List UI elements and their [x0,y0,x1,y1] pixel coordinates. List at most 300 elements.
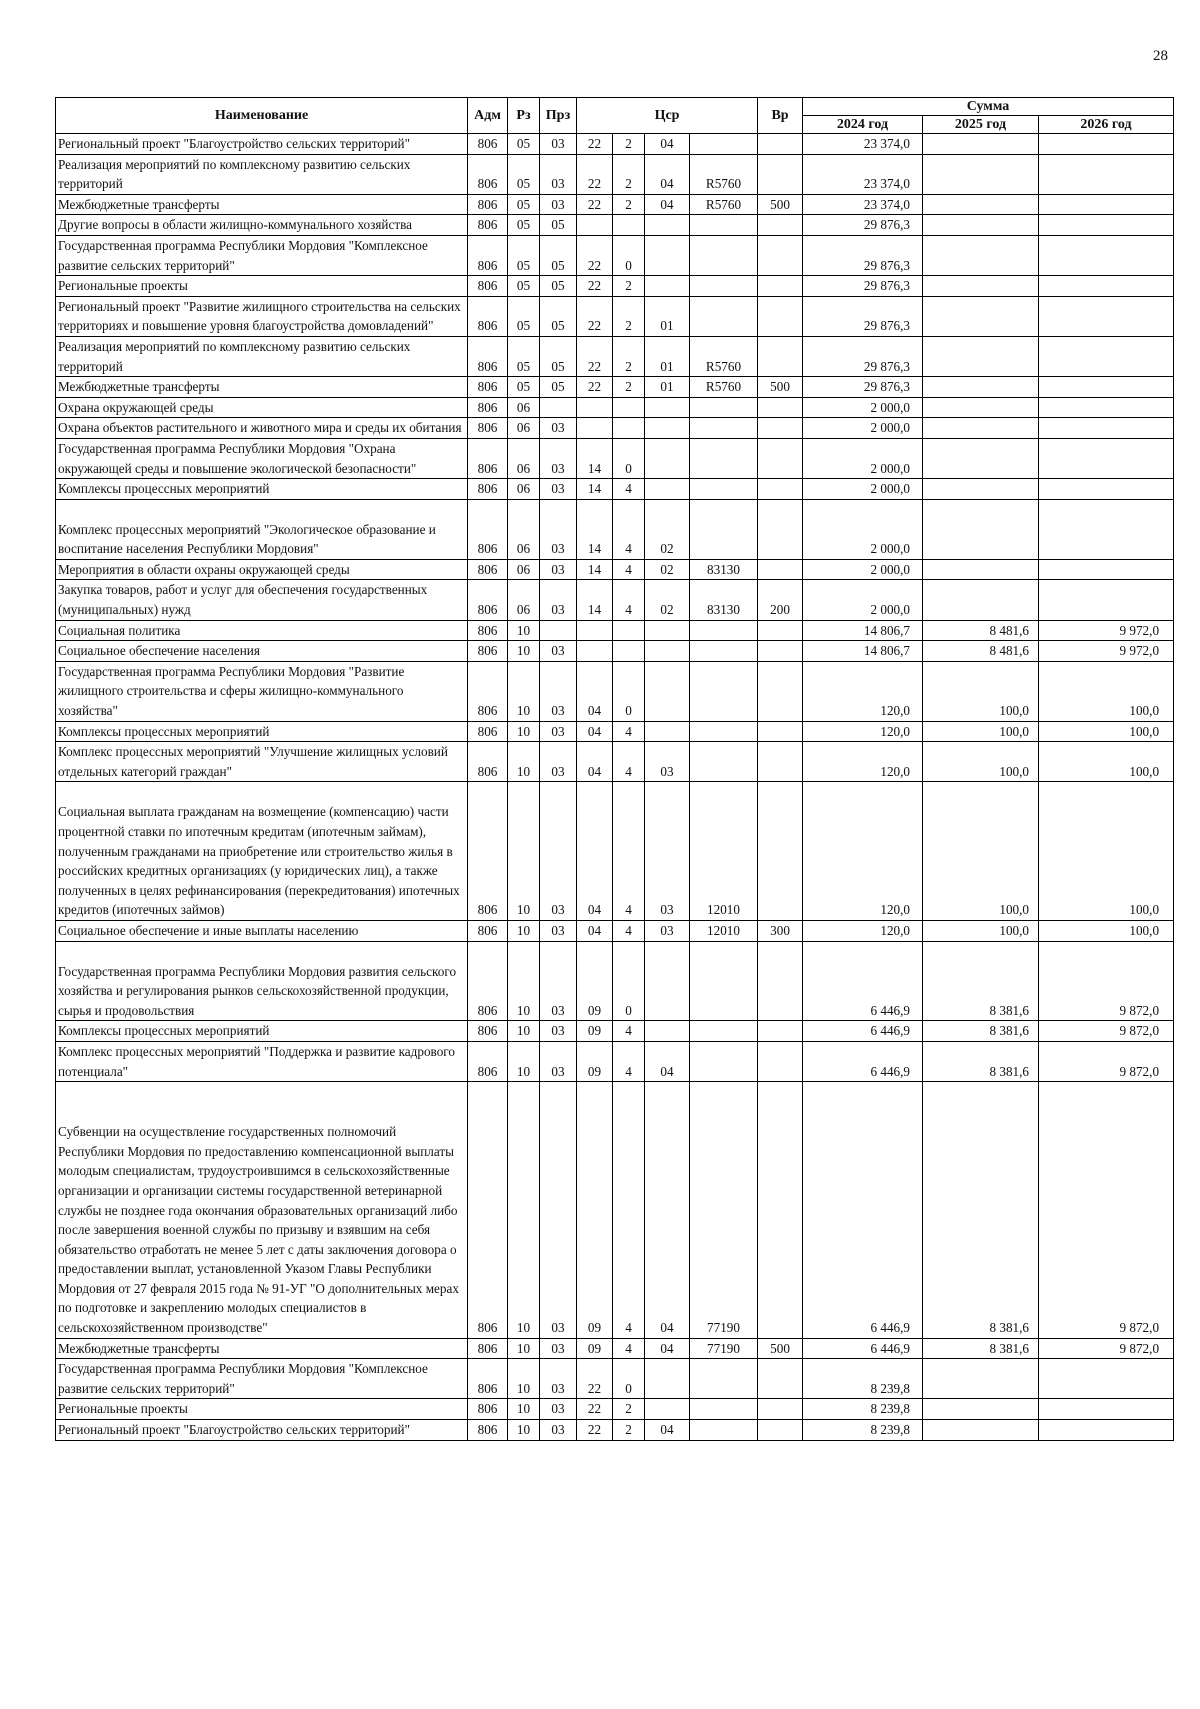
cell-csr-type: 2 [613,134,645,155]
cell-vr: 500 [758,377,803,398]
cell-rz: 10 [508,941,540,1021]
cell-vr [758,620,803,641]
cell-amount-2024: 29 876,3 [803,276,923,297]
cell-vr [758,559,803,580]
cell-adm: 806 [468,336,508,376]
cell-amount-2026 [1039,296,1174,336]
cell-amount-2026 [1039,154,1174,194]
cell-amount-2025 [923,134,1039,155]
cell-name: Государственная программа Республики Мордовия развития сельского хозяйства и регулирования рынков сельскохозяйственной продукции, сырья и продовольствия [56,941,468,1021]
cell-name: Охрана окружающей среды [56,397,468,418]
cell-csr-element: 02 [645,559,690,580]
cell-csr-program [577,641,613,662]
cell-csr-direction [690,438,758,478]
cell-rz: 05 [508,194,540,215]
cell-amount-2026 [1039,336,1174,376]
cell-csr-direction: 83130 [690,559,758,580]
cell-adm: 806 [468,134,508,155]
cell-vr [758,1359,803,1399]
cell-adm: 806 [468,194,508,215]
cell-csr-type: 4 [613,920,645,941]
cell-csr-type: 2 [613,377,645,398]
cell-csr-type: 4 [613,742,645,782]
cell-csr-element [645,438,690,478]
cell-rz: 05 [508,296,540,336]
cell-rz: 05 [508,235,540,275]
table-row [56,134,1174,155]
cell-vr [758,1420,803,1441]
cell-amount-2024: 8 239,8 [803,1420,923,1441]
cell-csr-element: 02 [645,499,690,559]
cell-csr-element: 03 [645,920,690,941]
cell-csr-program: 09 [577,1338,613,1359]
cell-adm: 806 [468,296,508,336]
cell-amount-2024: 29 876,3 [803,336,923,376]
cell-csr-program: 14 [577,559,613,580]
cell-csr-program: 04 [577,782,613,921]
cell-csr-type: 2 [613,1420,645,1441]
cell-amount-2024: 29 876,3 [803,296,923,336]
cell-name: Комплексы процессных мероприятий [56,479,468,500]
cell-adm: 806 [468,782,508,921]
cell-prz: 05 [540,235,577,275]
cell-adm: 806 [468,941,508,1021]
cell-csr-element [645,235,690,275]
cell-amount-2024: 6 446,9 [803,1082,923,1339]
cell-rz: 10 [508,1420,540,1441]
cell-adm: 806 [468,418,508,439]
cell-csr-element [645,1359,690,1399]
cell-csr-element: 01 [645,336,690,376]
table-row [56,580,1174,620]
cell-csr-program: 04 [577,742,613,782]
cell-amount-2024: 23 374,0 [803,154,923,194]
table-row [56,235,1174,275]
cell-amount-2026: 100,0 [1039,742,1174,782]
cell-csr-program: 22 [577,154,613,194]
cell-amount-2025: 100,0 [923,661,1039,721]
cell-amount-2026 [1039,377,1174,398]
cell-amount-2024: 8 239,8 [803,1359,923,1399]
cell-amount-2026 [1039,559,1174,580]
cell-rz: 10 [508,1082,540,1339]
cell-amount-2024: 2 000,0 [803,580,923,620]
cell-vr [758,134,803,155]
cell-csr-type: 4 [613,479,645,500]
cell-name: Комплексы процессных мероприятий [56,1021,468,1042]
cell-name: Государственная программа Республики Мордовия "Комплексное развитие сельских территорий" [56,235,468,275]
cell-csr-program: 22 [577,1420,613,1441]
cell-prz [540,397,577,418]
cell-csr-type [613,397,645,418]
table-row [56,941,1174,1021]
cell-vr: 500 [758,1338,803,1359]
cell-amount-2026: 9 872,0 [1039,1041,1174,1081]
cell-csr-element [645,721,690,742]
cell-csr-program: 14 [577,499,613,559]
cell-name: Региональный проект "Развитие жилищного строительства на сельских территориях и повышение уровня благоустройства домовладений" [56,296,468,336]
cell-adm: 806 [468,377,508,398]
cell-csr-direction [690,742,758,782]
cell-amount-2024: 8 239,8 [803,1399,923,1420]
cell-csr-type: 4 [613,580,645,620]
cell-vr [758,661,803,721]
cell-amount-2024: 2 000,0 [803,479,923,500]
cell-amount-2025 [923,1359,1039,1399]
cell-csr-direction [690,1021,758,1042]
table-row [56,1041,1174,1081]
cell-amount-2024: 29 876,3 [803,215,923,236]
budget-table [55,97,1174,1441]
cell-csr-type: 2 [613,336,645,376]
header-year-2026: 2026 год [1039,116,1174,134]
cell-amount-2024: 14 806,7 [803,620,923,641]
cell-csr-direction: 83130 [690,580,758,620]
table-row [56,215,1174,236]
cell-csr-element: 03 [645,782,690,921]
cell-rz: 10 [508,721,540,742]
cell-adm: 806 [468,721,508,742]
cell-csr-type [613,418,645,439]
cell-csr-element: 04 [645,1420,690,1441]
cell-amount-2024: 6 446,9 [803,941,923,1021]
cell-amount-2024: 120,0 [803,742,923,782]
cell-csr-program: 22 [577,336,613,376]
cell-csr-direction: R5760 [690,377,758,398]
cell-csr-direction: 77190 [690,1338,758,1359]
cell-vr [758,438,803,478]
cell-vr [758,215,803,236]
cell-rz: 06 [508,559,540,580]
cell-amount-2024: 2 000,0 [803,418,923,439]
header-year-2024: 2024 год [803,116,923,134]
cell-csr-element [645,397,690,418]
cell-amount-2026: 9 872,0 [1039,1082,1174,1339]
cell-amount-2025: 100,0 [923,721,1039,742]
cell-rz: 10 [508,1359,540,1399]
cell-vr [758,721,803,742]
cell-amount-2026 [1039,276,1174,297]
cell-rz: 10 [508,620,540,641]
table-row [56,1338,1174,1359]
cell-rz: 10 [508,782,540,921]
cell-name: Региональный проект "Благоустройство сельских территорий" [56,1420,468,1441]
cell-amount-2025: 8 381,6 [923,1021,1039,1042]
cell-csr-program: 14 [577,438,613,478]
cell-amount-2026: 100,0 [1039,782,1174,921]
cell-amount-2024: 14 806,7 [803,641,923,662]
cell-csr-program: 22 [577,276,613,297]
cell-prz: 03 [540,134,577,155]
cell-csr-program: 22 [577,235,613,275]
cell-csr-element [645,276,690,297]
cell-prz: 05 [540,296,577,336]
cell-csr-element: 04 [645,1041,690,1081]
cell-csr-direction [690,941,758,1021]
cell-adm: 806 [468,438,508,478]
cell-amount-2025: 100,0 [923,920,1039,941]
cell-csr-element: 01 [645,296,690,336]
cell-csr-type: 2 [613,1399,645,1420]
cell-amount-2025 [923,276,1039,297]
cell-csr-element: 04 [645,134,690,155]
cell-adm: 806 [468,397,508,418]
cell-amount-2024: 120,0 [803,661,923,721]
cell-csr-element [645,661,690,721]
cell-amount-2025 [923,397,1039,418]
cell-csr-direction [690,620,758,641]
cell-name: Региональные проекты [56,276,468,297]
cell-prz: 03 [540,1021,577,1042]
cell-name: Межбюджетные трансферты [56,1338,468,1359]
cell-amount-2026 [1039,235,1174,275]
cell-csr-program: 22 [577,296,613,336]
cell-amount-2024: 6 446,9 [803,1041,923,1081]
cell-rz: 10 [508,742,540,782]
cell-rz: 10 [508,1021,540,1042]
cell-csr-direction [690,276,758,297]
cell-amount-2024: 2 000,0 [803,499,923,559]
table-row [56,499,1174,559]
table-row [56,742,1174,782]
cell-amount-2026 [1039,194,1174,215]
table-row [56,194,1174,215]
cell-csr-type [613,215,645,236]
cell-vr [758,418,803,439]
cell-amount-2026 [1039,479,1174,500]
cell-name: Социальная выплата гражданам на возмещение (компенсацию) части процентной ставки по ипотечным кредитам (ипотечным займам), полученным гражданами на приобретение или строительство жилья в российских кредитных организациях (у юридических лиц), а также полученных в целях рефинансирования (перекредитования) ипотечных кредитов (ипотечных займов) [56,782,468,921]
cell-adm: 806 [468,1420,508,1441]
cell-amount-2025 [923,377,1039,398]
cell-name: Реализация мероприятий по комплексному развитию сельских территорий [56,154,468,194]
cell-amount-2025: 8 481,6 [923,620,1039,641]
cell-csr-program: 09 [577,941,613,1021]
cell-amount-2025 [923,499,1039,559]
cell-amount-2026 [1039,1399,1174,1420]
cell-csr-type: 2 [613,194,645,215]
cell-rz: 10 [508,1041,540,1081]
cell-csr-element: 04 [645,1338,690,1359]
table-row [56,782,1174,921]
cell-csr-program: 09 [577,1082,613,1339]
cell-vr [758,1399,803,1420]
cell-csr-direction [690,721,758,742]
cell-amount-2025 [923,479,1039,500]
cell-csr-element: 04 [645,154,690,194]
cell-amount-2025: 8 381,6 [923,941,1039,1021]
table-row [56,620,1174,641]
cell-name: Межбюджетные трансферты [56,194,468,215]
cell-rz: 06 [508,418,540,439]
header-prz: Прз [540,98,577,134]
cell-prz: 03 [540,742,577,782]
cell-rz: 05 [508,215,540,236]
cell-prz: 03 [540,1338,577,1359]
cell-prz: 03 [540,721,577,742]
cell-vr: 200 [758,580,803,620]
cell-vr [758,782,803,921]
cell-amount-2026 [1039,1420,1174,1441]
cell-prz: 03 [540,1399,577,1420]
cell-csr-element [645,1399,690,1420]
cell-csr-type: 0 [613,438,645,478]
table-row [56,397,1174,418]
cell-csr-program [577,418,613,439]
cell-amount-2026: 9 972,0 [1039,641,1174,662]
cell-name: Социальное обеспечение населения [56,641,468,662]
cell-csr-program: 04 [577,721,613,742]
cell-prz: 03 [540,920,577,941]
header-year-2025: 2025 год [923,116,1039,134]
cell-csr-direction [690,134,758,155]
cell-rz: 06 [508,499,540,559]
cell-name: Комплекс процессных мероприятий "Поддержка и развитие кадрового потенциала" [56,1041,468,1081]
cell-rz: 05 [508,377,540,398]
cell-adm: 806 [468,1041,508,1081]
cell-csr-program: 09 [577,1041,613,1081]
cell-amount-2024: 6 446,9 [803,1338,923,1359]
table-row [56,661,1174,721]
table-row [56,377,1174,398]
cell-csr-direction [690,1399,758,1420]
table-row [56,1021,1174,1042]
cell-name: Комплекс процессных мероприятий "Улучшение жилищных условий отдельных категорий граждан" [56,742,468,782]
cell-csr-direction [690,397,758,418]
cell-csr-type: 4 [613,721,645,742]
cell-prz: 03 [540,1420,577,1441]
cell-amount-2026: 9 972,0 [1039,620,1174,641]
cell-csr-type: 2 [613,296,645,336]
cell-amount-2024: 120,0 [803,721,923,742]
cell-adm: 806 [468,1338,508,1359]
cell-name: Комплексы процессных мероприятий [56,721,468,742]
table-row [56,1359,1174,1399]
cell-csr-direction: 12010 [690,920,758,941]
cell-csr-element [645,215,690,236]
cell-prz: 03 [540,499,577,559]
cell-amount-2024: 2 000,0 [803,559,923,580]
cell-csr-program: 22 [577,134,613,155]
cell-csr-element [645,418,690,439]
cell-rz: 06 [508,479,540,500]
header-csr: Цср [577,98,758,134]
cell-amount-2024: 23 374,0 [803,194,923,215]
cell-csr-program: 04 [577,920,613,941]
cell-amount-2026 [1039,418,1174,439]
cell-rz: 06 [508,580,540,620]
cell-amount-2026: 9 872,0 [1039,1338,1174,1359]
cell-rz: 05 [508,154,540,194]
cell-name: Субвенции на осуществление государственных полномочий Республики Мордовия по предоставлению компенсационной выплаты молодым специалистам, трудоустроившимся в сельскохозяйственные организации и организации системы государственной ветеринарной службы не позднее года окончания образовательных организаций либо после завершения военной службы по призыву и взявшим на себя обязательство отработать не менее 5 лет с даты заключения договора о предоставлении выплат, установленной Указом Главы Республики Мордовия от 27 февраля 2015 года № 91-УГ "О дополнительных мерах по подготовке и закреплению молодых специалистов в сельскохозяйственном производстве" [56,1082,468,1339]
cell-amount-2026 [1039,397,1174,418]
cell-adm: 806 [468,1021,508,1042]
cell-csr-direction [690,296,758,336]
table-row [56,296,1174,336]
cell-prz: 03 [540,941,577,1021]
cell-rz: 06 [508,438,540,478]
header-adm: Адм [468,98,508,134]
header-sum: Сумма [803,98,1174,116]
cell-prz: 03 [540,782,577,921]
cell-amount-2025: 8 381,6 [923,1338,1039,1359]
table-row [56,1420,1174,1441]
cell-adm: 806 [468,154,508,194]
cell-adm: 806 [468,235,508,275]
cell-prz: 03 [540,479,577,500]
cell-amount-2025: 100,0 [923,742,1039,782]
cell-name: Другие вопросы в области жилищно-коммунального хозяйства [56,215,468,236]
cell-csr-type: 0 [613,941,645,1021]
cell-vr [758,641,803,662]
cell-amount-2026: 100,0 [1039,920,1174,941]
cell-rz: 05 [508,336,540,376]
cell-adm: 806 [468,661,508,721]
cell-csr-direction [690,499,758,559]
cell-csr-program [577,620,613,641]
table-row [56,418,1174,439]
cell-prz: 03 [540,661,577,721]
cell-adm: 806 [468,276,508,297]
cell-name: Закупка товаров, работ и услуг для обеспечения государственных (муниципальных) нужд [56,580,468,620]
cell-csr-direction [690,215,758,236]
cell-adm: 806 [468,1399,508,1420]
cell-prz: 03 [540,1082,577,1339]
table-row [56,1082,1174,1339]
cell-amount-2025 [923,438,1039,478]
cell-amount-2025 [923,418,1039,439]
cell-amount-2024: 29 876,3 [803,377,923,398]
cell-csr-type: 0 [613,661,645,721]
cell-vr [758,235,803,275]
cell-vr: 500 [758,194,803,215]
table-row [56,479,1174,500]
cell-name: Комплекс процессных мероприятий "Экологическое образование и воспитание населения Республики Мордовия" [56,499,468,559]
cell-amount-2024: 23 374,0 [803,134,923,155]
cell-vr [758,479,803,500]
cell-amount-2026: 100,0 [1039,721,1174,742]
cell-csr-direction [690,641,758,662]
cell-amount-2025 [923,1399,1039,1420]
cell-name: Реализация мероприятий по комплексному развитию сельских территорий [56,336,468,376]
cell-prz [540,620,577,641]
cell-csr-direction: R5760 [690,336,758,376]
cell-adm: 806 [468,1359,508,1399]
cell-prz: 05 [540,336,577,376]
cell-adm: 806 [468,620,508,641]
cell-amount-2026 [1039,499,1174,559]
cell-vr [758,1041,803,1081]
cell-csr-element [645,479,690,500]
cell-prz: 03 [540,1359,577,1399]
table-row [56,154,1174,194]
cell-adm: 806 [468,920,508,941]
cell-amount-2026: 9 872,0 [1039,941,1174,1021]
cell-prz: 03 [540,438,577,478]
cell-vr [758,276,803,297]
cell-amount-2025: 100,0 [923,782,1039,921]
cell-csr-type: 4 [613,782,645,921]
cell-amount-2024: 29 876,3 [803,235,923,275]
cell-amount-2025 [923,296,1039,336]
cell-amount-2025 [923,235,1039,275]
cell-amount-2025 [923,559,1039,580]
cell-csr-type: 4 [613,559,645,580]
cell-prz: 03 [540,1041,577,1081]
cell-adm: 806 [468,742,508,782]
cell-amount-2026 [1039,438,1174,478]
cell-csr-direction: 77190 [690,1082,758,1339]
cell-amount-2025 [923,194,1039,215]
